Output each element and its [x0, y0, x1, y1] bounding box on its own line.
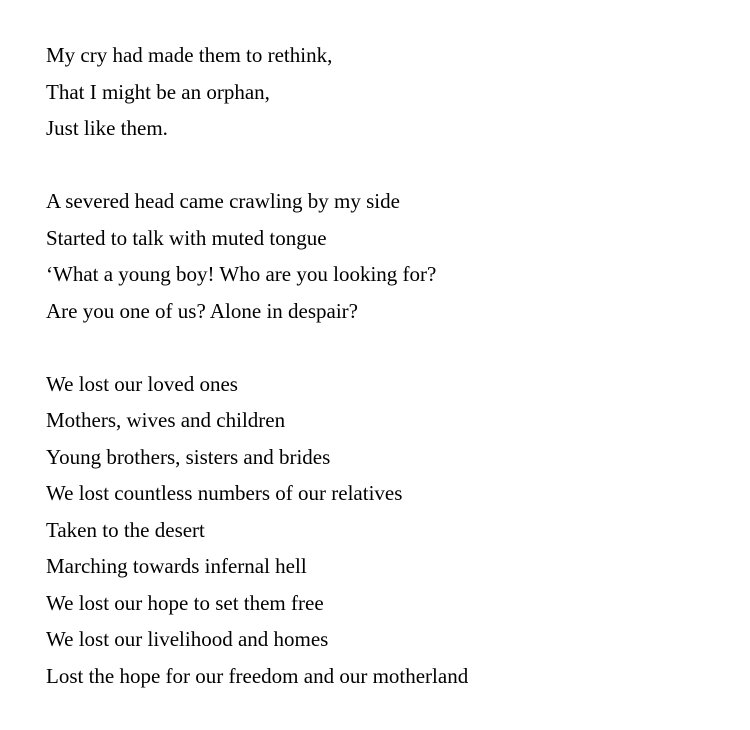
poem-line: Are you one of us? Alone in despair? [46, 298, 358, 323]
poem-line: Lost the hope for our freedom and our motherland [46, 663, 469, 688]
poem-line: We lost our loved ones [46, 371, 238, 396]
poem-line: We lost our hope to set them free [46, 590, 324, 615]
poem-line: We lost countless numbers of our relatives [46, 481, 403, 505]
stanza-3 [46, 366, 726, 695]
poem-line: Started to talk with muted tongue [46, 225, 327, 250]
poem-line: That I might be an orphan, [46, 79, 270, 104]
poem-body [46, 37, 726, 694]
poem-line: Just like them. [46, 116, 168, 140]
stanza-1 [46, 37, 726, 147]
poem-line: A severed head came crawling by my side [46, 189, 400, 213]
poem-line: Mothers, wives and children [46, 408, 286, 432]
poem-line: We lost our livelihood and homes [46, 627, 329, 651]
poem-line: Taken to the desert [46, 517, 205, 542]
poem-line: ‘What a young boy! Who are you looking for? [46, 262, 437, 286]
poem-line: Marching towards infernal hell [46, 554, 307, 578]
stanza-2 [46, 183, 726, 329]
poem-line: My cry had made them to rethink, [46, 43, 333, 67]
poem-line: Young brothers, sisters and brides [46, 444, 331, 469]
